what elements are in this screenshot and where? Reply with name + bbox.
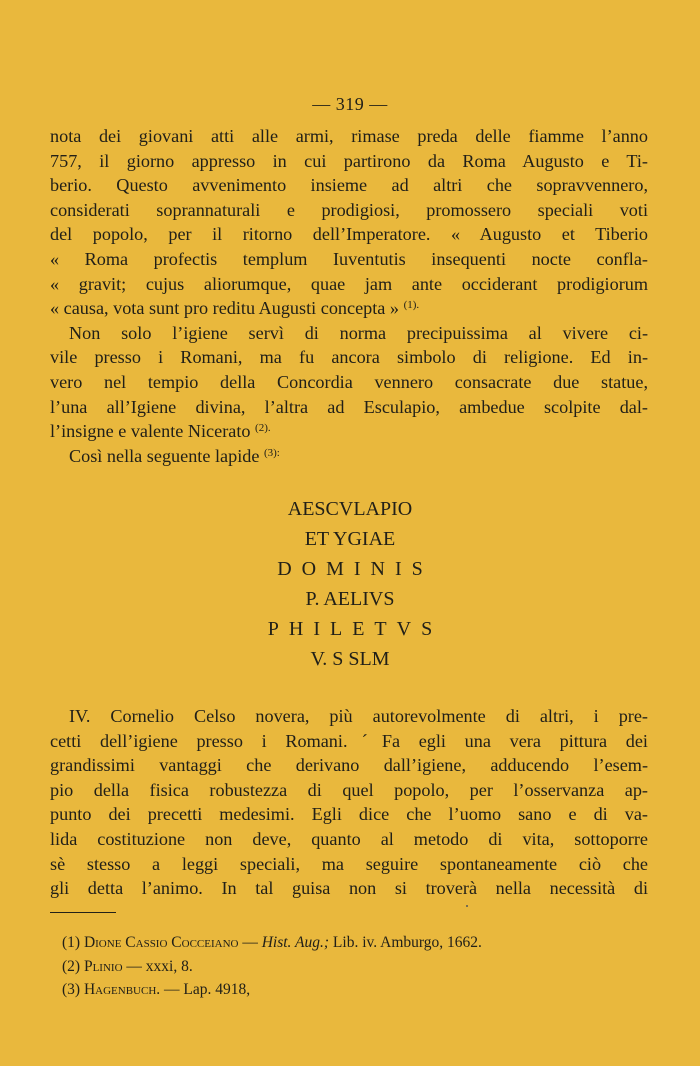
text-line: IV. Cornelio Celso novera, più autorevolmente di altri, i pre- [69, 706, 648, 726]
footnote-separator: — [238, 934, 262, 951]
footnote-author: Plinio [83, 957, 123, 975]
footnote-author: Hagenbuch. [83, 981, 161, 998]
footnote-work: Hist. Aug.; [261, 934, 330, 951]
footnote [62, 955, 482, 979]
text-line-content: l’insigne e valente Nicerato [50, 421, 251, 442]
text-line: vile presso i Romani, ma fu ancora simbolo di religione. Ed in- [50, 347, 648, 368]
text-line: 757, il giorno appresso in cui partirono da Roma Augusto e Ti- [50, 150, 648, 171]
footnote-ref: (1). [403, 299, 420, 312]
footnote-number: (1) [62, 934, 81, 951]
footnote-ref: (3): [263, 446, 280, 459]
text-line: punto dei precetti medesimi. Egli dice che l’uomo sano e di va- [50, 804, 648, 825]
footnote-reference: Lap. 4918, [183, 981, 251, 998]
text-line-content: « causa, vota sunt pro reditu Augusti concepta » [50, 298, 400, 319]
text-line [50, 419, 648, 444]
text-line [50, 296, 648, 321]
footnote-separator: — [122, 957, 146, 975]
text-line: Non solo l’igiene servì di norma precipuissima al vivere ci- [69, 322, 648, 343]
text-line: del popolo, per il ritorno dell’Imperatore. « Augusto et Tiberio [50, 224, 648, 245]
text-line: « Roma profectis templum Iuventutis insequenti nocte confla- [50, 248, 648, 269]
main-text-top [50, 124, 648, 468]
inscription-line: V. S SLM [310, 648, 390, 670]
text-line: sè stesso a leggi speciali, ma seguire spontaneamente ciò che [50, 853, 648, 874]
text-line [50, 444, 648, 469]
inscription-line: ET YGIAE [304, 528, 396, 550]
footnote-divider [50, 912, 116, 913]
footnote-reference: xxxi, 8. [145, 957, 193, 975]
inscription-line: PHILETVS [267, 618, 443, 640]
footnote [62, 978, 482, 1002]
text-line: l’una all’Igiene divina, l’altra ad Esculapio, ambedue scolpite dal- [50, 396, 648, 417]
page-number: — 319 — [312, 94, 388, 114]
text-line: « gravit; cujus aliorumque, quae jam ante occiderant prodigiorum [50, 273, 648, 294]
inscription-line: P. AELIVS [305, 588, 395, 610]
latin-inscription [0, 494, 700, 674]
footnote-reference: Lib. iv. Amburgo, 1662. [329, 934, 482, 951]
inscription-line: AESCVLAPIO [287, 498, 413, 520]
text-line: grandissimi vantaggi che derivano dall’igiene, adducendo l’esem- [50, 755, 648, 776]
footnote-ref: (2). [255, 422, 271, 435]
footnote-author: Dione Cassio Cocceiano [83, 934, 239, 951]
text-line: pio della fisica robustezza di quel popolo, per l’osservanza ap- [50, 779, 648, 800]
text-line: vero nel tempio della Concordia vennero consacrate due statue, [50, 371, 648, 392]
text-line: lida costituzione non deve, quanto al metodo di vita, sottoporre [50, 828, 648, 849]
text-line: nota dei giovani atti alle armi, rimase preda delle fiamme l’anno [50, 126, 648, 146]
text-line: gli detta l’animo. In tal guisa non si troverà nella necessità di [50, 878, 648, 899]
main-text-bottom [50, 704, 648, 901]
text-line-content: Così nella seguente lapide [69, 445, 260, 466]
text-line: considerati soprannaturali e prodigiosi, promossero speciali voti [50, 199, 648, 220]
text-line: cetti dell’igiene presso i Romani.ˊFa egli una vera pittura dei [50, 730, 648, 751]
footnote [62, 931, 482, 955]
footnote-separator: — [160, 981, 184, 998]
footnote-number: (2) [62, 957, 81, 975]
footnote-number: (3) [62, 981, 81, 998]
text-line: berio. Questo avvenimento insieme ad altri che sopravvennero, [50, 175, 648, 196]
ink-speck [466, 905, 468, 907]
footnotes [62, 931, 482, 1002]
inscription-line: DOMINIS [277, 558, 433, 580]
